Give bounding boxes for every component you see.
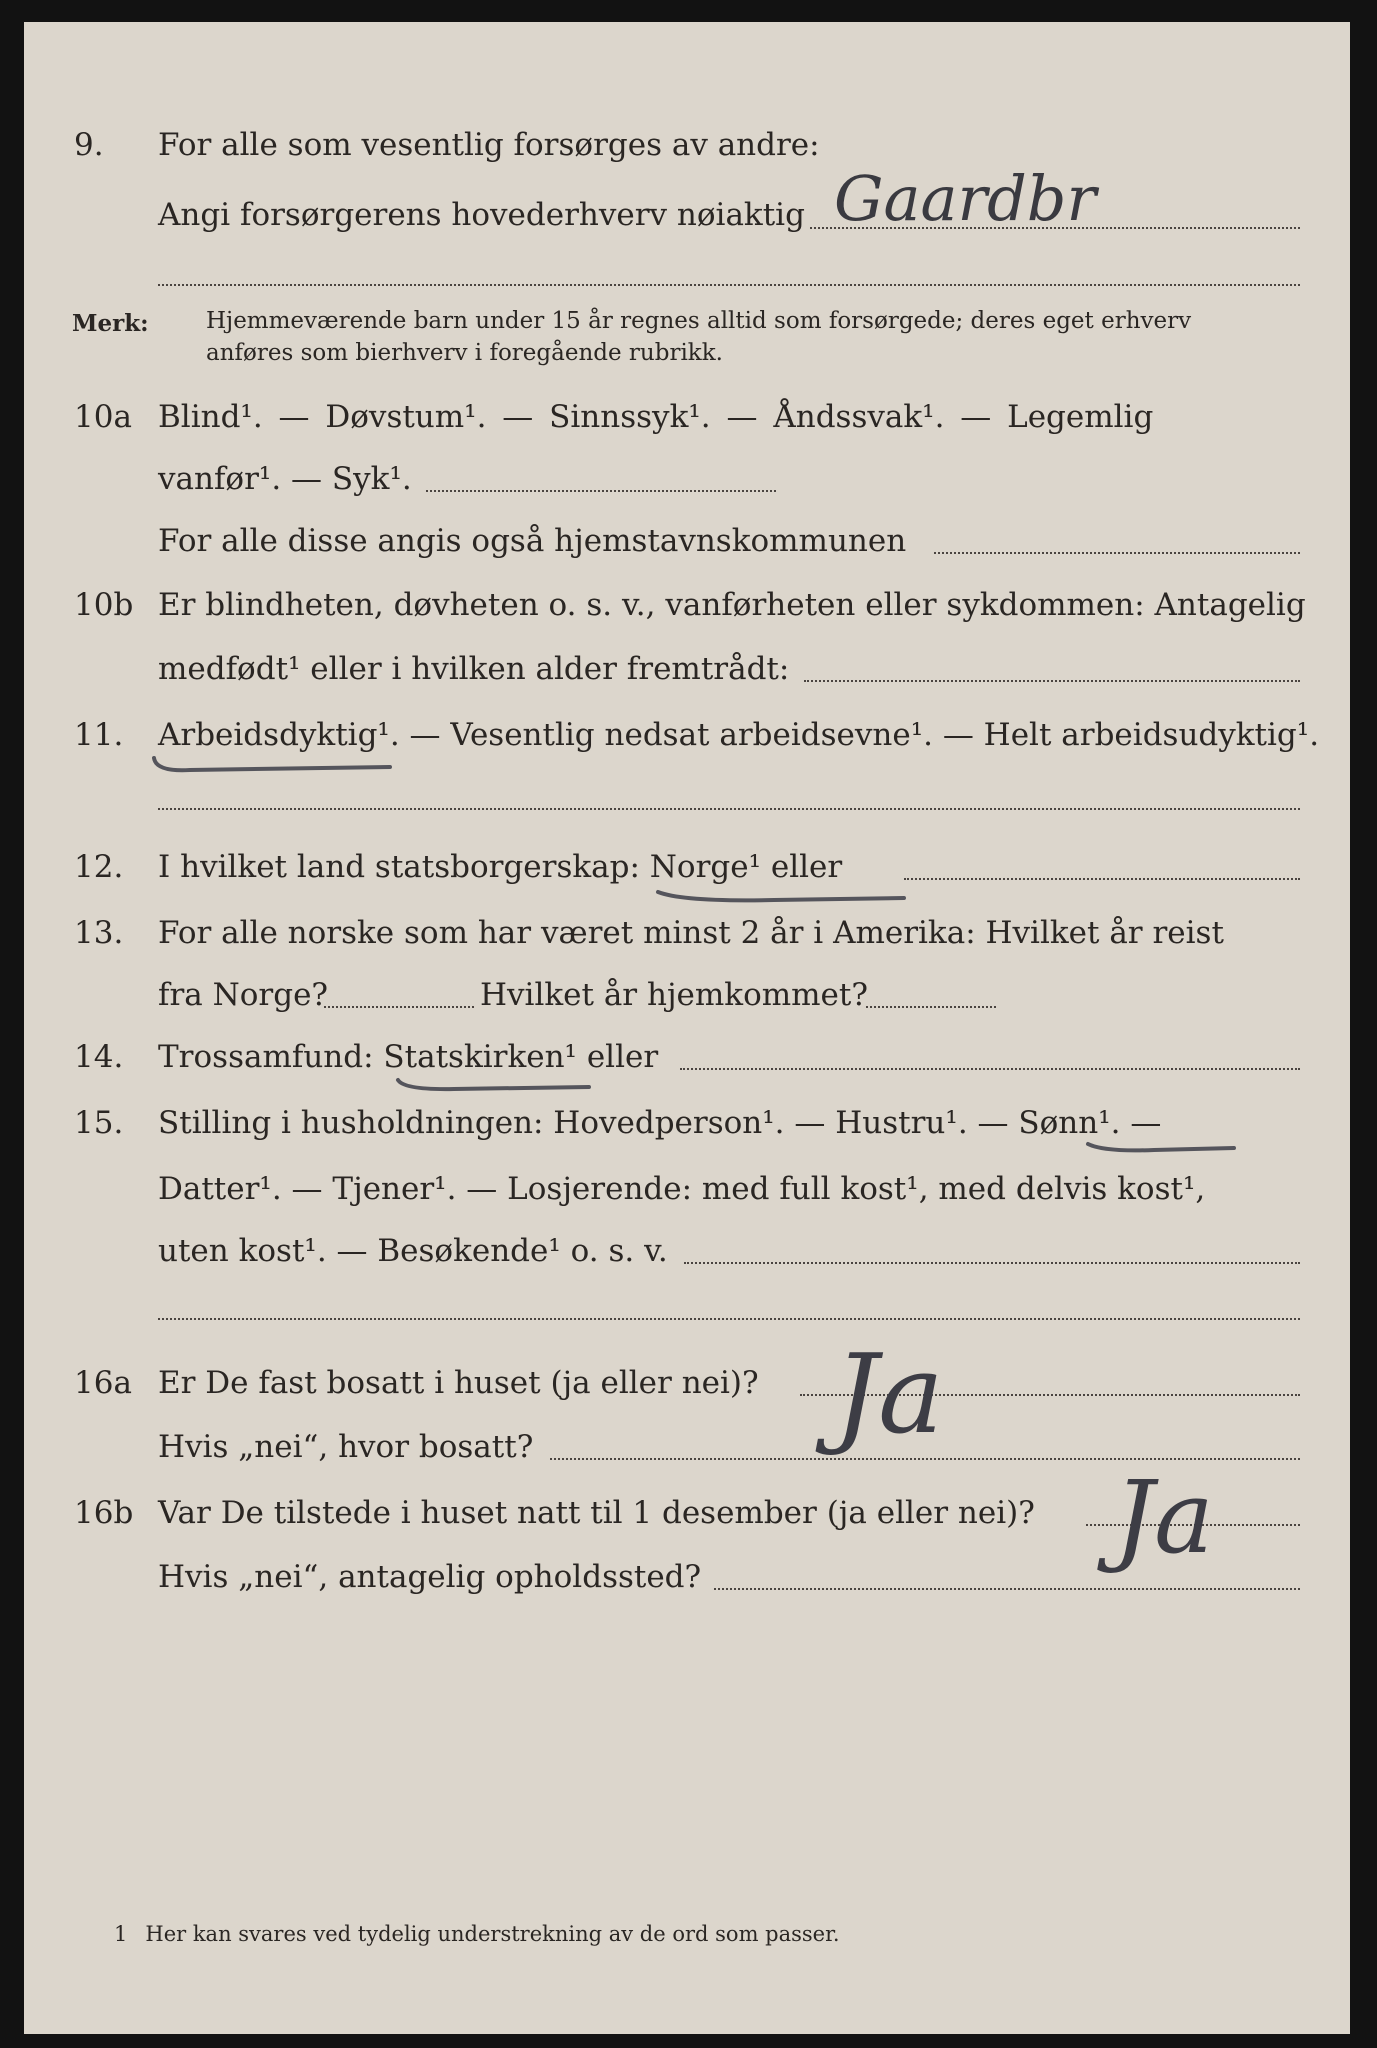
q13-hjemkommet-line: [866, 1006, 996, 1008]
form-page: [24, 22, 1350, 2034]
q11-line1: Arbeidsdyktig¹. — Vesentlig nedsat arbeidsevne¹. — Helt arbeidsudyktig¹.: [158, 717, 1320, 753]
merk-line2: anføres som bierhverv i foregående rubrikk.: [206, 340, 723, 366]
q10b-line1: Er blindheten, døvheten o. s. v., vanførheten eller sykdommen: Antagelig: [158, 587, 1306, 623]
q9-separator: [158, 284, 1300, 286]
q13-line1: For alle norske som har været minst 2 år i Amerika: Hvilket år reist: [158, 915, 1224, 951]
q14-number: 14.: [74, 1039, 124, 1075]
q16b-line2: Hvis „nei“, antagelig opholdssted?: [158, 1559, 702, 1595]
q16b-handwritten-answer: [1094, 1442, 1324, 1682]
q11-separator: [158, 808, 1300, 810]
q15-line2: Datter¹. — Tjener¹. — Losjerende: med full kost¹, med delvis kost¹,: [158, 1171, 1206, 1207]
footnote: [114, 1922, 840, 1946]
q10a-kommune-line: [934, 552, 1300, 554]
q16b-line1: Var De tilstede i huset natt til 1 desember (ja eller nei)?: [158, 1495, 1035, 1531]
q10a-line3: For alle disse angis også hjemstavnskommunen: [158, 523, 907, 559]
q12-answer-line: [904, 878, 1300, 880]
q14-line1: Trossamfund: Statskirken¹ eller: [158, 1039, 659, 1075]
q15-separator: [158, 1318, 1300, 1320]
q13-number: 13.: [74, 915, 124, 951]
q16a-number: 16a: [74, 1365, 132, 1401]
q15-pencil-underline: [1084, 1136, 1244, 1158]
footnote-text: Her kan svares ved tydelig understrekning av de ord som passer.: [145, 1922, 840, 1946]
q10b-number: 10b: [74, 587, 134, 623]
q9-line1: For alle som vesentlig forsørges av andre:: [158, 127, 820, 163]
q14-pencil-underline: [394, 1074, 594, 1098]
q16a-line2: Hvis „nei“, hvor bosatt?: [158, 1429, 534, 1465]
q10b-answer-line: [804, 680, 1300, 682]
q15-line1: Stilling i husholdningen: Hovedperson¹. — Hustru¹. — Sønn¹. —: [158, 1105, 1162, 1141]
q12-line1: I hvilket land statsborgerskap: Norge¹ eller: [158, 849, 843, 885]
q13-line2a: fra Norge?: [158, 977, 329, 1013]
q10a-line1: Blind¹. — Døvstum¹. — Sinnssyk¹. — Åndssvak¹. — Legemlig: [158, 399, 1154, 435]
q14-answer-line: [680, 1068, 1300, 1070]
q16b-number: 16b: [74, 1495, 134, 1531]
q13-line2b: Hvilket år hjemkommet?: [480, 977, 868, 1013]
q10a-number: 10a: [74, 399, 132, 435]
q10b-line2: medfødt¹ eller i hvilken alder fremtrådt:: [158, 651, 790, 687]
q13-reist-line: [324, 1006, 474, 1008]
merk-label: Merk:: [72, 310, 149, 337]
q11-pencil-underline: [150, 750, 400, 780]
footnote-mark: 1: [114, 1922, 128, 1946]
q12-pencil-underline: [654, 884, 914, 908]
q9-line2: Angi forsørgerens hovederhverv nøiaktig: [158, 197, 805, 233]
q11-number: 11.: [74, 717, 124, 753]
q15-number: 15.: [74, 1105, 124, 1141]
q15-line3: uten kost¹. — Besøkende¹ o. s. v.: [158, 1233, 668, 1269]
q9-handwritten-answer: [824, 132, 1264, 242]
q10a-line2: vanfør¹. — Syk¹.: [158, 461, 412, 497]
q12-number: 12.: [74, 849, 124, 885]
merk-line1: Hjemmeværende barn under 15 år regnes alltid som forsørgede; deres eget erhverv: [206, 308, 1192, 334]
q15-answer-line: [684, 1262, 1300, 1264]
q16a-line1: Er De fast bosatt i huset (ja eller nei)?: [158, 1365, 759, 1401]
q16a-answer-text: Ja: [834, 1330, 944, 1458]
q16b-answer-text: Ja: [1114, 1459, 1214, 1576]
q10a-syk-line: [426, 490, 776, 492]
q9-number: 9.: [74, 127, 104, 163]
q9-answer-text: Gaardbr: [834, 162, 1097, 235]
